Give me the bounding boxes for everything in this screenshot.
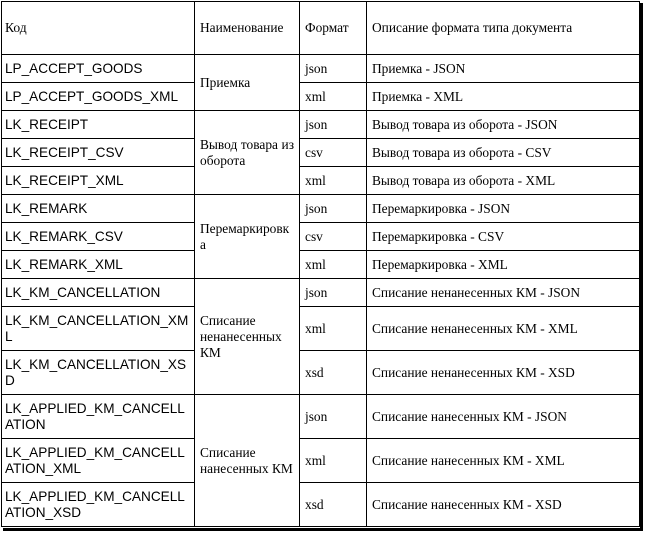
description-cell: Перемаркировка - CSV (367, 223, 640, 251)
table-header-row (2, 2, 640, 55)
description-cell: Вывод товара из оборота - JSON (367, 111, 640, 139)
code-cell: LP_ACCEPT_GOODS (2, 55, 195, 83)
table-row (2, 83, 640, 111)
table-row (2, 251, 640, 279)
header-description: Описание формата типа документа (367, 2, 640, 55)
description-cell: Приемка - XML (367, 83, 640, 111)
description-cell: Списание ненанесенных КМ - XML (367, 307, 640, 351)
header-code: Код (2, 2, 195, 55)
format-cell: csv (300, 139, 367, 167)
table-row (2, 223, 640, 251)
code-cell: LK_RECEIPT_XML (2, 167, 195, 195)
name-cell: Приемка (195, 55, 300, 111)
format-cell: xml (300, 167, 367, 195)
description-cell: Вывод товара из оборота - CSV (367, 139, 640, 167)
table-row (2, 139, 640, 167)
table-row (2, 307, 640, 351)
description-cell: Перемаркировка - XML (367, 251, 640, 279)
code-cell: LK_RECEIPT (2, 111, 195, 139)
code-cell: LK_REMARK_XML (2, 251, 195, 279)
header-name: Наименование (195, 2, 300, 55)
header-format: Формат (300, 2, 367, 55)
format-cell: json (300, 395, 367, 439)
table-row (2, 111, 640, 139)
format-cell: json (300, 195, 367, 223)
table-row (2, 395, 640, 439)
format-cell: xsd (300, 483, 367, 527)
description-cell: Перемаркировка - JSON (367, 195, 640, 223)
format-cell: xsd (300, 351, 367, 395)
format-cell: json (300, 55, 367, 83)
code-cell: LK_KM_CANCELLATION (2, 279, 195, 307)
format-cell: csv (300, 223, 367, 251)
format-cell: xml (300, 83, 367, 111)
format-cell: json (300, 279, 367, 307)
description-cell: Приемка - JSON (367, 55, 640, 83)
code-cell: LK_KM_CANCELLATION_XSD (2, 351, 195, 395)
code-cell: LP_ACCEPT_GOODS_XML (2, 83, 195, 111)
table-row (2, 483, 640, 527)
code-cell: LK_REMARK (2, 195, 195, 223)
format-cell: xml (300, 251, 367, 279)
description-cell: Списание нанесенных КМ - XML (367, 439, 640, 483)
format-cell: xml (300, 307, 367, 351)
code-cell: LK_REMARK_CSV (2, 223, 195, 251)
code-cell: LK_KM_CANCELLATION_XML (2, 307, 195, 351)
name-cell: Вывод товара из оборота (195, 111, 300, 195)
table-row (2, 439, 640, 483)
code-cell: LK_APPLIED_KM_CANCELLATION (2, 395, 195, 439)
name-cell: Списание нанесенных КМ (195, 395, 300, 527)
description-cell: Списание нанесенных КМ - XSD (367, 483, 640, 527)
table-row (2, 351, 640, 395)
description-cell: Списание ненанесенных КМ - JSON (367, 279, 640, 307)
name-cell: Списание ненанесенных КМ (195, 279, 300, 395)
table-row (2, 279, 640, 307)
document-types-table (1, 1, 640, 527)
table-row (2, 167, 640, 195)
description-cell: Списание нанесенных КМ - JSON (367, 395, 640, 439)
description-cell: Списание ненанесенных КМ - XSD (367, 351, 640, 395)
table-row (2, 55, 640, 83)
format-cell: xml (300, 439, 367, 483)
code-cell: LK_RECEIPT_CSV (2, 139, 195, 167)
code-cell: LK_APPLIED_KM_CANCELLATION_XSD (2, 483, 195, 527)
description-cell: Вывод товара из оборота - XML (367, 167, 640, 195)
format-cell: json (300, 111, 367, 139)
name-cell: Перемаркировка (195, 195, 300, 279)
code-cell: LK_APPLIED_KM_CANCELLATION_XML (2, 439, 195, 483)
table-row (2, 195, 640, 223)
